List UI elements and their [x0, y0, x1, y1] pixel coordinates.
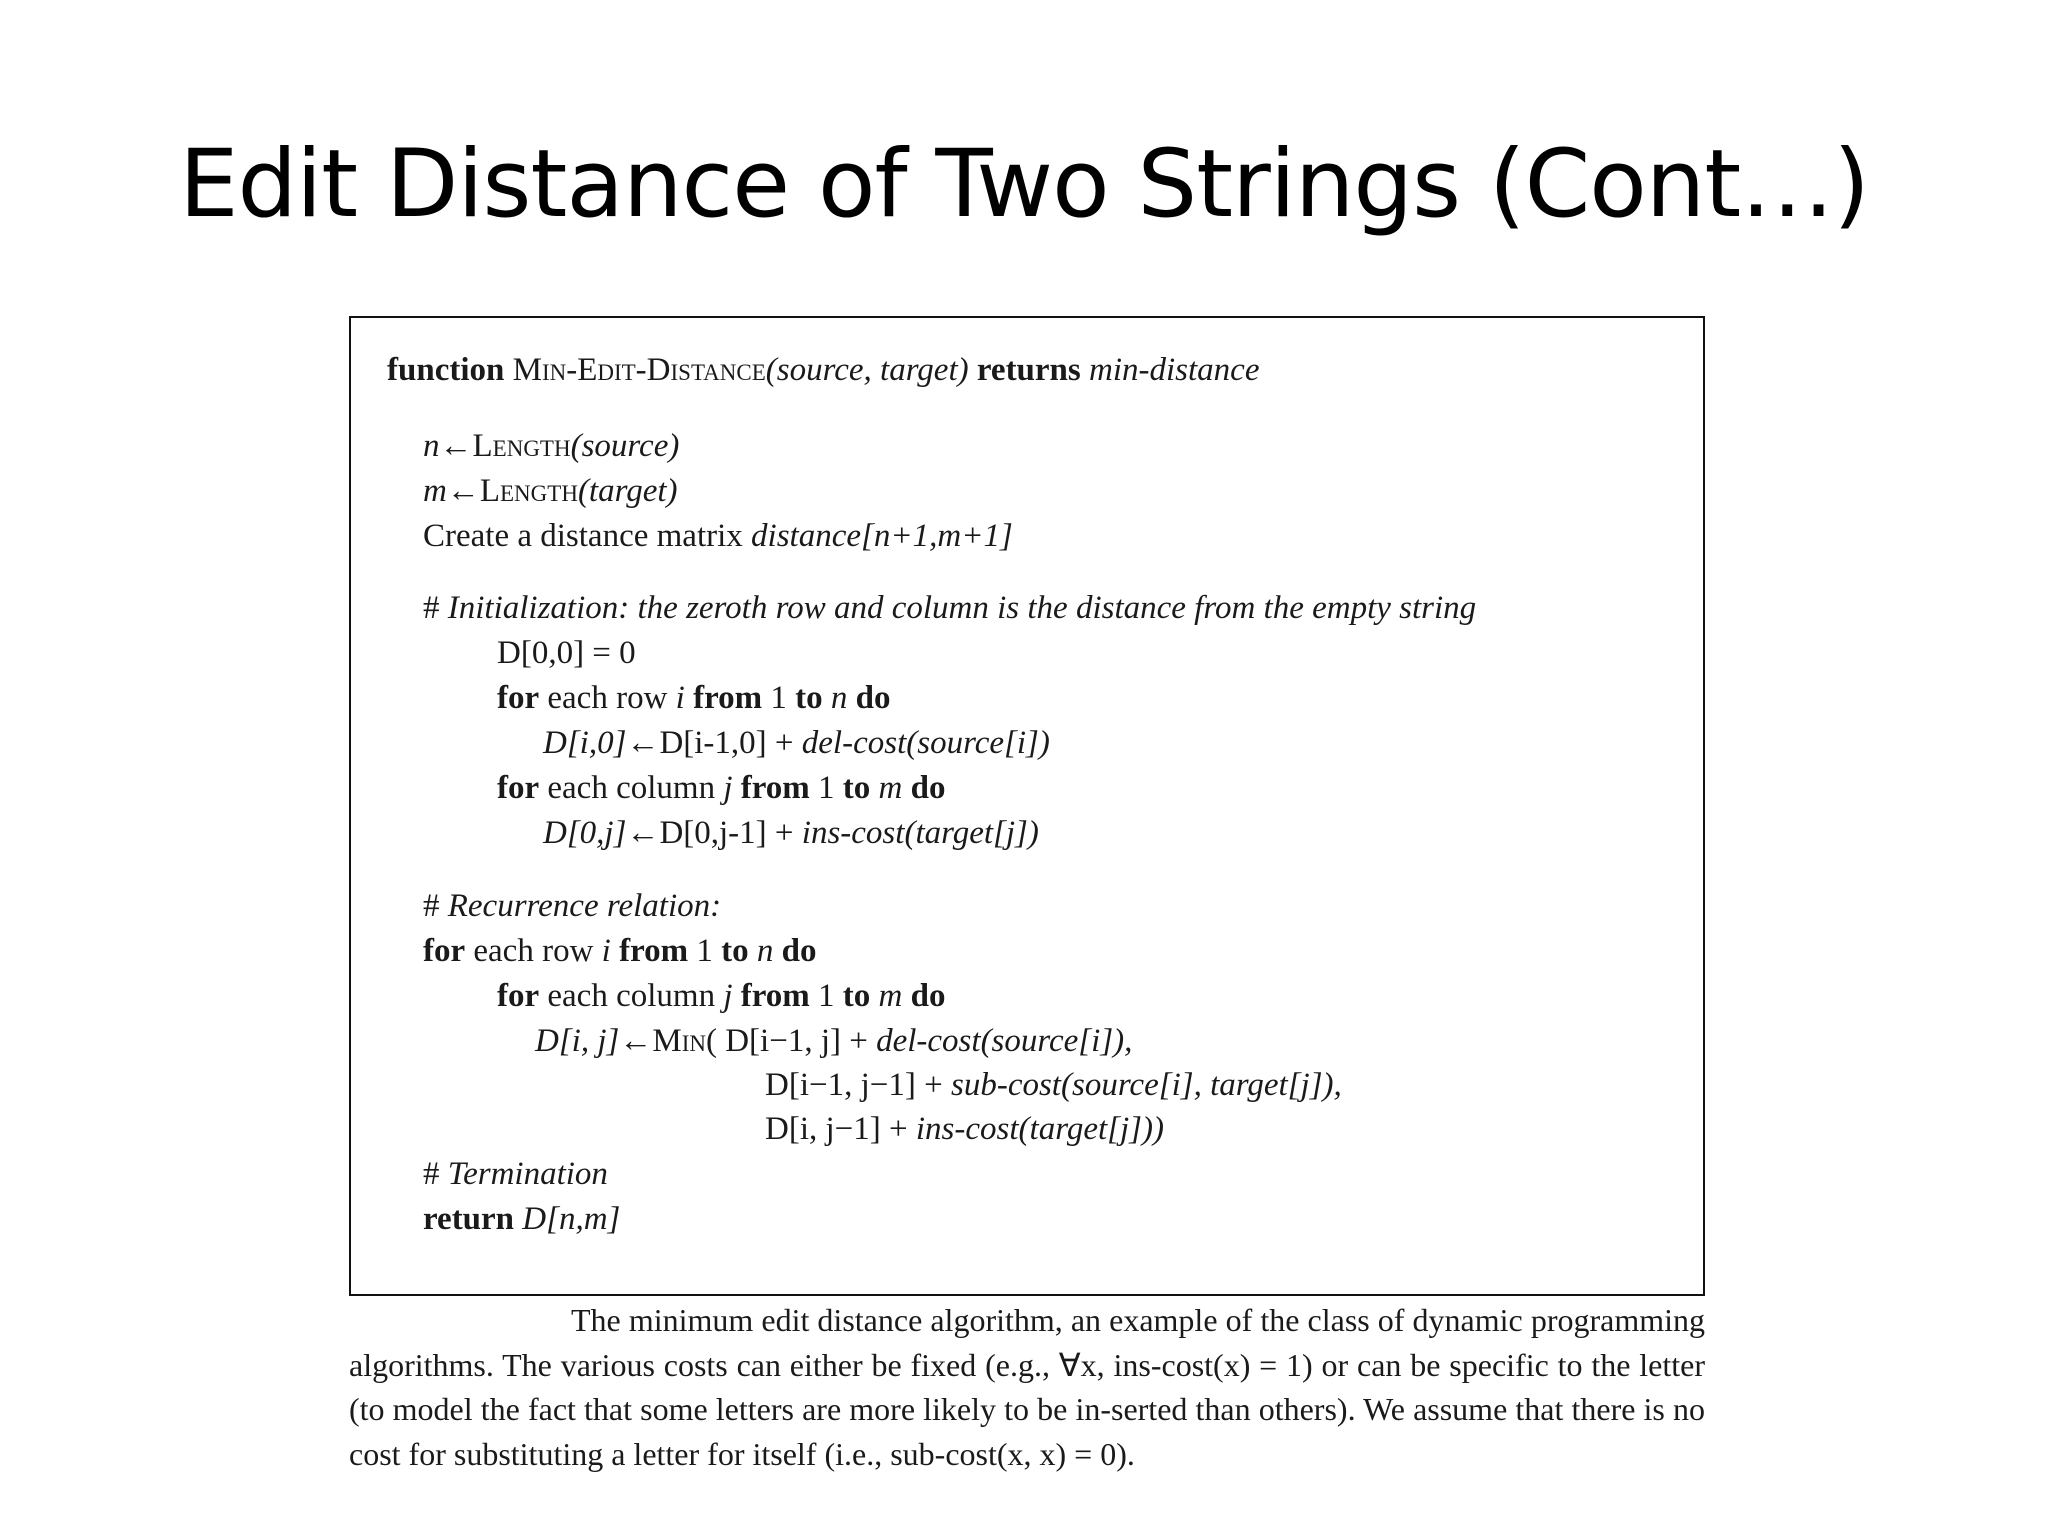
code-expr: distance[n+1,m+1]: [751, 518, 1013, 554]
keyword-to: to: [795, 680, 823, 716]
code-text: each row: [539, 680, 676, 716]
var-n: n: [748, 933, 774, 969]
fn-ins-cost: ins-cost: [915, 1111, 1019, 1147]
keyword-do: do: [902, 978, 946, 1014]
assign-arrow: ←: [619, 1023, 653, 1059]
fn-arg: (source[i]): [906, 725, 1050, 761]
var-i: i: [675, 680, 685, 716]
comment-hash: #: [423, 590, 440, 626]
comment-hash: #: [423, 888, 440, 924]
fn-del-cost: del-cost: [801, 725, 907, 761]
function-name: Min-Edit-Distance: [512, 352, 766, 388]
algorithm-box: [349, 316, 1705, 1296]
fn-arg: (source[i]),: [980, 1023, 1133, 1059]
keyword-for: for: [497, 978, 540, 1014]
return-value: min-distance: [1089, 352, 1260, 388]
keyword-from: from: [732, 770, 810, 806]
code-rhs: D[i−1, j−1] +: [765, 1067, 951, 1103]
var-n: n: [423, 428, 440, 464]
keyword-function: function: [387, 352, 505, 388]
fn-length: Length: [479, 473, 578, 509]
fn-arg: (target): [577, 473, 678, 509]
var-j: j: [723, 978, 733, 1014]
fn-sub-cost: sub-cost: [950, 1067, 1061, 1103]
code-text: each column: [539, 770, 724, 806]
var-n: n: [822, 680, 848, 716]
code-line-min: [535, 1021, 1132, 1061]
code-lhs: D[i, j]: [535, 1023, 620, 1059]
keyword-from: from: [684, 680, 763, 716]
code-lhs: D[0,j]: [543, 815, 627, 851]
comment-initialization: [423, 588, 1476, 628]
comment-text: Termination: [447, 1156, 608, 1192]
code-rhs: D[i, j−1] +: [765, 1111, 916, 1147]
fn-ins-cost: ins-cost: [801, 815, 905, 851]
code-lhs: D[i,0]: [543, 725, 627, 761]
comment-termination: [423, 1154, 608, 1194]
var-m: m: [870, 770, 903, 806]
var-m: m: [423, 473, 447, 509]
code-line-for-row-init: [497, 678, 890, 718]
code-rhs: D[0,j-1] +: [659, 815, 802, 851]
figure-caption: [349, 1298, 1705, 1476]
code-text: each row: [465, 933, 602, 969]
slide-title: Edit Distance of Two Strings (Cont…): [179, 130, 1869, 239]
fn-min: Min: [652, 1023, 706, 1059]
code-line-d-i0: [543, 723, 1050, 763]
comment-hash: #: [423, 1156, 440, 1192]
code-text: 1: [809, 978, 843, 1014]
code-line-d-0j: [543, 813, 1039, 853]
fn-del-cost: del-cost: [876, 1023, 981, 1059]
code-text: 1: [809, 770, 843, 806]
code-line-min-ins: [765, 1109, 1164, 1149]
var-i: i: [601, 933, 611, 969]
code-rhs: D[i-1,0] +: [659, 725, 802, 761]
code-line-n-length: [423, 426, 679, 466]
keyword-returns: returns: [976, 352, 1081, 388]
code-text: 1: [688, 933, 722, 969]
return-expr: D[n,m]: [514, 1201, 621, 1237]
code-line-min-sub: [765, 1065, 1342, 1105]
comment-text: Recurrence relation:: [447, 888, 722, 924]
code-text: 1: [762, 680, 796, 716]
keyword-for: for: [497, 680, 540, 716]
algorithm-header: [387, 350, 1259, 390]
fn-arg: (source[i], target[j]),: [1060, 1067, 1342, 1103]
comment-recurrence: [423, 886, 721, 926]
fn-arg: (target[j]): [904, 815, 1039, 851]
code-text: Create a distance matrix: [423, 518, 752, 554]
caption-text: The minimum edit distance algorithm, an example of the class of dynamic programming algorithms. The various costs can either be fixed (e.g., ∀x, ins-cost(x) = 1) or can be specific to the letter (to model the fact that some letters are more likely to be in-serted than others). We assume that there is no cost for substituting a letter for itself (i.e., sub-cost(x, x) = 0).: [349, 1302, 1705, 1472]
keyword-return: return: [423, 1201, 515, 1237]
code-line-return: [423, 1199, 620, 1239]
code-text: each column: [539, 978, 724, 1014]
comment-text: Initialization: the zeroth row and column is the distance from the empty string: [447, 590, 1477, 626]
code-rhs: ( D[i−1, j] +: [705, 1023, 877, 1059]
keyword-for: for: [497, 770, 540, 806]
keyword-to: to: [721, 933, 749, 969]
var-m: m: [870, 978, 903, 1014]
keyword-from: from: [610, 933, 689, 969]
code-line-m-length: [423, 471, 678, 511]
function-params: (source, target): [765, 352, 969, 388]
keyword-from: from: [732, 978, 810, 1014]
assign-arrow: ←: [626, 815, 660, 851]
keyword-to: to: [842, 770, 871, 806]
assign-arrow: ←: [626, 725, 660, 761]
var-j: j: [723, 770, 733, 806]
keyword-for: for: [423, 933, 466, 969]
code-line-for-row: [423, 931, 816, 971]
fn-length: Length: [472, 428, 571, 464]
assign-arrow: ←: [446, 473, 480, 509]
fn-arg: (source): [570, 428, 680, 464]
code-text: D[0,0] = 0: [497, 635, 636, 671]
keyword-to: to: [842, 978, 871, 1014]
keyword-do: do: [847, 680, 891, 716]
fn-arg: (target[j])): [1018, 1111, 1164, 1147]
assign-arrow: ←: [439, 428, 473, 464]
keyword-do: do: [773, 933, 817, 969]
code-line-create-matrix: [423, 516, 1013, 556]
code-line-for-col: [497, 976, 945, 1016]
code-line-d00: [497, 633, 636, 673]
code-line-for-col-init: [497, 768, 945, 808]
keyword-do: do: [902, 770, 946, 806]
